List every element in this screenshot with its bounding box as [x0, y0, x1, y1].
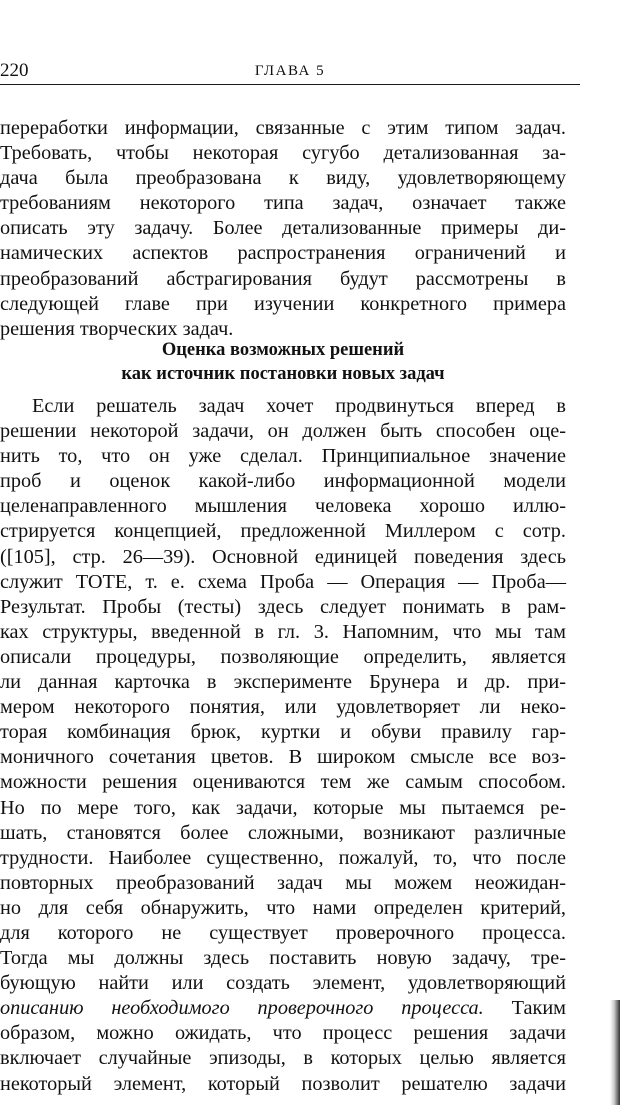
text-line: решении некоторой задачи, он должен быть способен оце-: [0, 420, 566, 443]
text-line: служит ТОТЕ, т. е. схема Проба — Операция — Проба—: [0, 570, 566, 593]
running-head: [0, 58, 580, 85]
text-line: Результат. Пробы (тесты) здесь следует понимать в рам-: [0, 595, 566, 618]
text-line: ках структуры, введенной в гл. 3. Напомним, что мы там: [0, 620, 566, 643]
section-heading-line-2: как источник постановки новых задач: [121, 364, 445, 384]
text-line: Тогда мы должны здесь поставить новую задачу, тре-: [0, 947, 566, 970]
page-edge-shadow: [610, 1000, 620, 1105]
text-line-italic: [0, 996, 566, 1021]
text-line: ли данная карточка в эксперименте Брунера и др. при-: [0, 671, 566, 694]
text-line: Требовать, чтобы некоторая сугубо детализованная за-: [0, 142, 566, 165]
text-line: Но по мере того, как задачи, которые мы пытаемся ре-: [0, 796, 566, 819]
text-line: преобразований абстрагирования будут рассмотрены в: [0, 267, 566, 290]
text-line: целенаправленного мышления человека хорошо иллю-: [0, 495, 566, 518]
text-line: нить то, что он уже сделал. Принципиальное значение: [0, 445, 566, 468]
text-line: требованиям некоторого типа задач, означает также: [0, 192, 566, 215]
text-line: следующей главе при изучении конкретного примера: [0, 292, 566, 315]
text-line: повторных преобразований задач мы можем неожидан-: [0, 871, 566, 894]
text-line: описать эту задачу. Более детализованные примеры ди-: [0, 217, 566, 240]
text-line: намических аспектов распространения ограничений и: [0, 242, 566, 265]
italic-line-rest: Таким: [483, 997, 567, 1020]
text-line: Если решатель задач хочет продвинуться вперед в: [32, 395, 566, 417]
text-line: образом, можно ожидать, что процесс решения задачи: [0, 1022, 566, 1045]
paragraph-top: [0, 116, 566, 342]
text-line: мером некоторого понятия, или удовлетворяет ли неко-: [0, 696, 566, 719]
text-line: моничного сочетания цветов. В широком смысле все воз-: [0, 746, 566, 769]
text-line: трудности. Наиболее существенно, пожалуй, то, что после: [0, 846, 566, 869]
text-line: описали процедуры, позволяющие определить, является: [0, 645, 566, 668]
page-number: 220: [0, 60, 29, 81]
section-heading: [0, 338, 566, 386]
italic-phrase: описанию необходимого проверочного процесса.: [0, 997, 484, 1020]
text-line: но для себя обнаружить, что нами определен критерий,: [0, 896, 566, 919]
text-line: стрируется концепцией, предложенной Миллером с сотр.: [0, 520, 566, 543]
text-line: торая комбинация брюк, куртки и обуви правилу гар-: [0, 721, 566, 744]
text-line: включает случайные эпизоды, в которых целью является: [0, 1047, 566, 1070]
text-line: шать, становятся более сложными, возникают различные: [0, 821, 566, 844]
text-line: решения творческих задач.: [0, 317, 234, 340]
chapter-label: ГЛАВА 5: [254, 63, 326, 79]
text-line: дача была преобразована к виду, удовлетворяющему: [0, 167, 566, 190]
text-line: бующую найти или создать элемент, удовлетворяющий: [0, 972, 566, 995]
text-line: можности решения оцениваются тем же самым способом.: [0, 771, 566, 794]
text-line: для которого не существует проверочного процесса.: [0, 921, 566, 944]
text-line: ([105], стр. 26—39). Основной единицей поведения здесь: [0, 545, 566, 568]
text-line: некоторый элемент, который позволит решателю задачи: [0, 1072, 566, 1095]
text-line: переработки информации, связанные с этим типом задач.: [0, 117, 566, 139]
paragraph-body: [0, 394, 566, 1097]
section-heading-line-1: Оценка возможных решений: [161, 340, 405, 360]
text-line: проб и оценок какой-либо информационной модели: [0, 470, 566, 493]
